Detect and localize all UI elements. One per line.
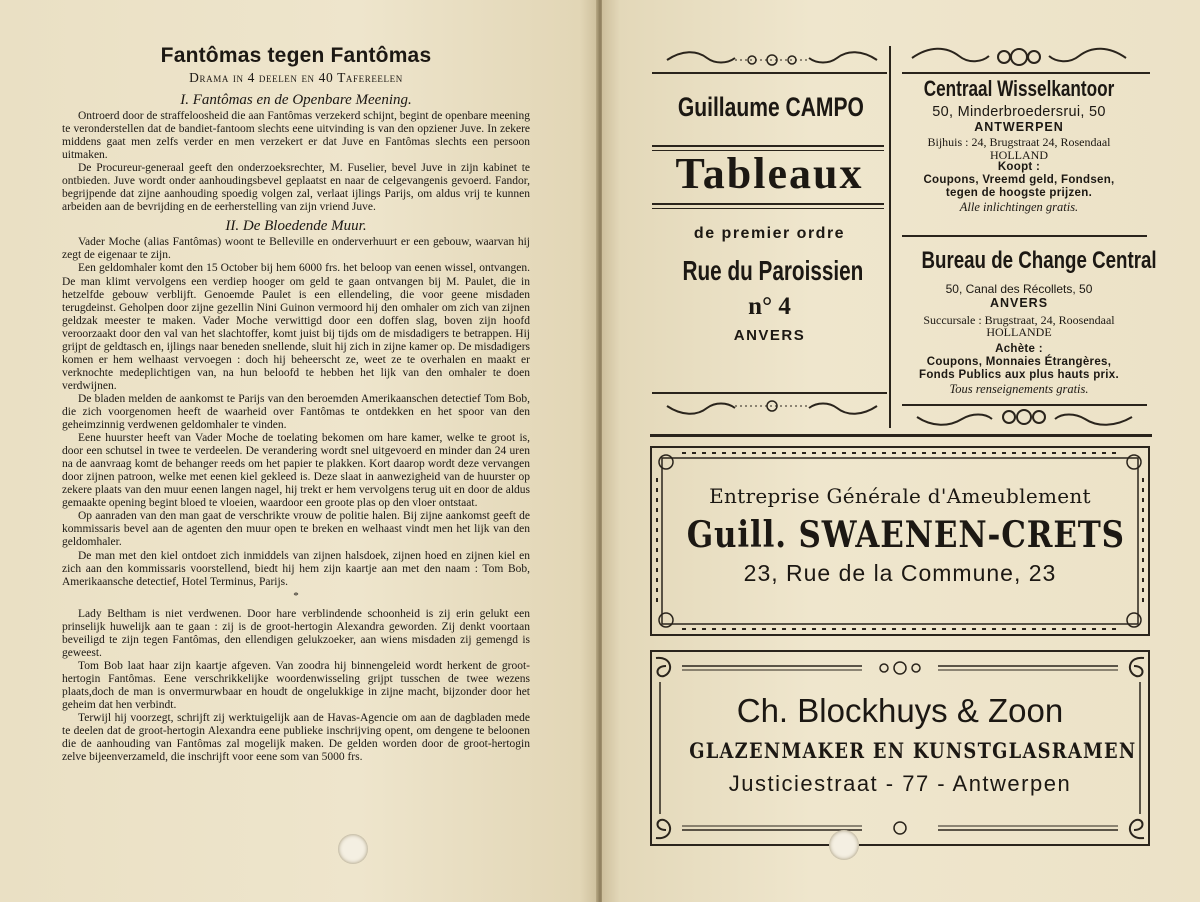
divider-line bbox=[652, 392, 887, 394]
paragraph: Eene huurster heeft van Vader Moche de toelating bekomen om hare kamer, welke te groot is, door een schutsel in twee te verdeelen. De verandering wordt snel uitgevoerd en minder dan 24 uren na de aanvraag komt de behanger reeds om het papier te plakken. Kort daarop wordt deze vervangen door zijnen patroon, welke met eenen kiel gekleed is. Deze slaat in aanwezigheid van de huurster op zekere plaats van den muur eenen langen nagel, hij trekt er hem vervolgens terug uit en door de aldus gemaakte opening begint bloed te vloeien, waardoor een groote plas op den vloer ontstaat. bbox=[62, 432, 530, 510]
paragraph: Vader Moche (alias Fantômas) woont te Belleville en onderverhuurt er een gebouw, waarvan hij zegt de eigenaar te zijn. bbox=[62, 236, 530, 262]
paragraph: Terwijl hij voorzegt, schrijft zij werktuigelijk aan de Havas-Agencie om aan de dagbladen mede te deelen dat de groot-hertogin Alexandra eene publieke inschrijving opent, om dengene te beloonen die de aanhouding van Fantômas zal mogelijk maken. De gelden worden door de groot-hertogin zelve bijeenverzameld, die inschrijft voor eene som van 5000 frs. bbox=[62, 712, 530, 764]
paragraph: De Procureur-generaal geeft den onderzoeksrechter, M. Fuselier, bevel Juve in zijn kabinet te ontbieden. Juve wordt onder aanhoudingsbevel geplaatst en naar de celgevangenis gevoerd. Fandor, begrijpende dat zijne aanhouding spoedig volgen zal, verlaat ijlings Parijs, om aldus vrij te kunnen arbeiden aan de bevrijding en de eerherstelling van zijn vriend Juve. bbox=[62, 162, 530, 214]
drama-subtitle: Drama in 4 deelen en 40 Tafereelen bbox=[189, 70, 403, 85]
bureau-change-address: 50, Canal des Récollets, 50 bbox=[945, 282, 1093, 296]
bureau-change-branch-country: HOLLANDE bbox=[986, 325, 1052, 339]
blockhuys-name: Ch. Blockhuys & Zoon bbox=[736, 692, 1064, 729]
section-separator: * bbox=[293, 589, 299, 602]
wisselkantoor-branch: Bijhuis : 24, Brugstraat 24, Rosendaal bbox=[927, 135, 1111, 149]
divider-line bbox=[650, 434, 1152, 437]
wisselkantoor-branch-country: HOLLAND bbox=[990, 147, 1048, 162]
ornament-flourish-icon bbox=[904, 44, 1134, 70]
campo-city: ANVERS bbox=[733, 327, 806, 344]
section-heading-1: I. Fantômas en de Openbare Meening. bbox=[180, 92, 412, 108]
campo-number: n° 4 bbox=[748, 293, 791, 320]
ornament-flourish-icon bbox=[657, 48, 887, 70]
punch-hole bbox=[338, 834, 368, 864]
ameublement-name: Guill. SWAENEN-CRETS bbox=[686, 514, 1125, 556]
ameublement-tagline: Entreprise Générale d'Ameublement bbox=[709, 484, 1091, 508]
campo-street: Rue du Paroissien bbox=[682, 255, 864, 286]
campo-tableaux bbox=[652, 148, 887, 199]
divider-line bbox=[652, 203, 884, 205]
paragraph: Een geldomhaler komt den 15 October bij hem 6000 frs. het beloop van eenen wissel, ontvangen. De man klimt vervolgens een verdiep hooger om geld te gaan ontvangen bij M. Paulet, die in hetzelfde gebouw verblijft. Genoemde Paulet is een ellendeling, die voor geene misdaden terugdeinst. Geholpen door zijne gezellin Nini Guinon vermoord hij den omhaler om zich van zijnen geldzak meester te maken. Vader Moche verwittigd door een doffen slag, boven zijn hoofd veroorzaakt door den val van het slachtoffer, komt juist bij tijds om de misdadigers te betrappen. Hij grijpt de geldtasch en, ijlings naar beneden snellende, sluit hij zich in zijne kamer op. De misdadigers komen er hem welhaast vervoegen : doch hij beheerscht ze, weet ze te overhalen en maakt er verknochte medeplichtigen van, na hun beloofd te hebben het lijk van den omhaler te doen verdwijnen. bbox=[62, 262, 530, 392]
bureau-change-info: Tous renseignements gratis. bbox=[949, 381, 1089, 396]
paragraph: Tom Bob laat haar zijn kaartje afgeven. Van zoodra hij binnengeleid wordt herkent de groot-hertogin Fantômas. Eene verschrikkelijke woordenwisseling grijpt tusschen de twee wezens plaats,doch de man is onvermurwbaar en houdt de ongelukkige in zijne macht, bijzonder door het geheim dat hen verbindt. bbox=[62, 659, 530, 711]
paragraph: De man met den kiel ontdoet zich inmiddels van zijnen halsdoek, zijnen hoed en zijnen kiel en zich aan den kommissaris voorstellend, biedt hij hem zijn kaartje aan met den naam : Tom Bob, Amerikaansche detectief, Hotel Terminus, Parijs. bbox=[62, 549, 530, 588]
bureau-change-buys-label: Achète : bbox=[995, 342, 1043, 355]
campo-quality: de premier ordre bbox=[693, 225, 846, 242]
bureau-change-name: Bureau de Change Central bbox=[921, 247, 1157, 274]
divider-line bbox=[652, 208, 884, 209]
column-divider bbox=[889, 46, 891, 428]
wisselkantoor-buys-label: Koopt : bbox=[997, 161, 1041, 173]
right-page bbox=[602, 0, 1200, 902]
paragraph: Op aanraden van den man gaat de verschrikte vrouw de politie halen. Bij zijne aankomst geeft de kommissaris bevel aan de agenten den muur open te breken en welhaast vindt men het lijk van den geldomhaler. bbox=[62, 510, 530, 549]
section-heading-2: II. De Bloedende Muur. bbox=[225, 218, 367, 235]
wisselkantoor-address: 50, Minderbroedersrui, 50 bbox=[932, 104, 1106, 120]
divider-line bbox=[652, 145, 884, 147]
wisselkantoor-buys-2: tegen de hoogste prijzen. bbox=[945, 187, 1093, 199]
punch-hole bbox=[829, 830, 859, 860]
ornament-flourish-icon bbox=[907, 405, 1142, 429]
paragraph: Lady Beltham is niet verdwenen. Door hare verblindende schoonheid is zij erin gelukt een prinselijk huwelijk aan te gaan : zij is de groot-hertogin Alexandra geworden. Zij denkt voortaan beveiligd te zijn tegen Fantômas, den ellendigen gelukzoeker, aan wiens misdaden zij gemengd is geweest. bbox=[62, 607, 530, 659]
paragraph: De bladen melden de aankomst te Parijs van den beroemden Amerikaanschen detectief Tom Bob, die zich voorgenomen heeft de waarheid over Fantômas te ontdekken en het spoor van den geheimzinnig verdwenen geldomhaler te vinden. bbox=[62, 392, 530, 432]
bureau-change-buys-1: Coupons, Monnaies Étrangères, bbox=[926, 355, 1112, 368]
divider-line bbox=[652, 72, 887, 74]
campo-details bbox=[652, 225, 887, 344]
paragraph: Ontroerd door de straffeloosheid die aan Fantômas verzekerd schijnt, begint de openbare meening te veronderstellen dat de bandiet-fantoom slechts eene uitvinding is van den opziener Juve. In zekere middens gaat men zelfs verder en men verzekert er dat Juve en Fantômas slechts een persoon uitmaken. bbox=[62, 110, 530, 162]
left-page bbox=[0, 0, 598, 902]
ameublement-advert bbox=[650, 446, 1150, 636]
bureau-change-branch: Succursale : Brugstraat, 24, Roosendaal bbox=[923, 312, 1115, 327]
blockhuys-address: Justiciestraat - 77 - Antwerpen bbox=[728, 771, 1072, 796]
wisselkantoor-name: Centraal Wisselkantoor bbox=[923, 76, 1115, 101]
divider-line bbox=[902, 235, 1147, 237]
tableaux-heading: Tableaux bbox=[675, 149, 864, 198]
bureau-change-buys-2: Fonds Publics aux plus hauts prix. bbox=[919, 368, 1119, 381]
synopsis-text bbox=[62, 44, 530, 764]
wisselkantoor-city: ANTWERPEN bbox=[974, 120, 1064, 134]
ameublement-address: 23, Rue de la Commune, 23 bbox=[743, 560, 1057, 586]
divider-line bbox=[902, 72, 1150, 74]
drama-title: Fantômas tegen Fantômas bbox=[160, 44, 432, 67]
ornament-flourish-icon bbox=[657, 394, 887, 418]
blockhuys-trade: GLAZENMAKER EN KUNSTGLASRAMEN bbox=[689, 738, 1137, 763]
wisselkantoor-buys-1: Coupons, Vreemd geld, Fondsen, bbox=[923, 174, 1115, 186]
campo-name: Guillaume CAMPO bbox=[677, 92, 864, 122]
bureau-change-city: ANVERS bbox=[989, 295, 1049, 310]
wisselkantoor-info: Alle inlichtingen gratis. bbox=[959, 200, 1079, 214]
blockhuys-advert bbox=[650, 650, 1150, 846]
